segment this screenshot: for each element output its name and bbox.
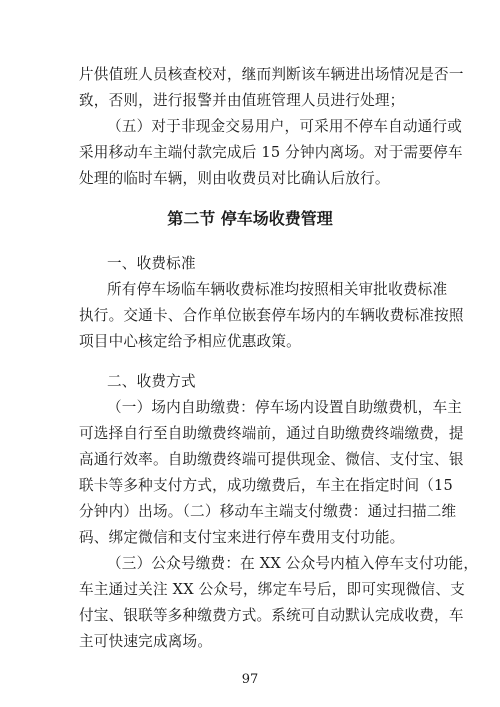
page-number: 97 (241, 672, 259, 687)
paragraph-line: 片供值班人员核查校对，继而判断该车辆进出场情况是否一 (79, 66, 464, 83)
paragraph-line: 高通行效率。自助缴费终端可提供现金、微信、支付宝、银 (79, 451, 464, 468)
paragraph-line: 项目中心核定给予相应优惠政策。 (79, 333, 301, 350)
section-heading: 第二节 停车场收费管理 (167, 209, 333, 228)
paragraph-line: （三）公众号缴费：在 XX 公众号内植入停车支付功能， (107, 555, 479, 572)
paragraph-line: 采用移动车主端付款完成后 15 分钟内离场。对于需要停车 (79, 144, 463, 161)
paragraph-line: 码、绑定微信和支付宝来进行停车费用支付功能。 (79, 529, 405, 546)
paragraph-line: 致，否则，进行报警并由值班管理人员进行处理； (79, 92, 405, 109)
subsection-heading: 一、收费标准 (107, 255, 196, 272)
paragraph-line: 处理的临时车辆，则由收费员对比确认后放行。 (79, 170, 390, 187)
paragraph-line: 车主通过关注 XX 公众号，绑定车号后，即可实现微信、支 (79, 581, 465, 598)
paragraph-line: 可选择自行至自助缴费终端前，通过自助缴费终端缴费，提 (79, 425, 464, 442)
paragraph-line: 所有停车场临车辆收费标准均按照相关审批收费标准 (107, 281, 448, 298)
paragraph-line: （五）对于非现金交易用户，可采用不停车自动通行或 (107, 118, 463, 135)
paragraph-line: 分钟内）出场。（二）移动车主端支付缴费：通过扫描二维 (79, 503, 457, 520)
paragraph-line: 付宝、银联等多种缴费方式。系统可自动默认完成收费，车 (79, 607, 464, 624)
paragraph-line: 执行。交通卡、合作单位嵌套停车场内的车辆收费标准按照 (79, 307, 464, 324)
subsection-heading: 二、收费方式 (107, 373, 196, 390)
paragraph-line: 主可快速完成离场。 (79, 633, 213, 650)
paragraph-line: （一）场内自助缴费：停车场内设置自助缴费机，车主 (107, 399, 463, 416)
paragraph-line: 联卡等多种支付方式，成功缴费后，车主在指定时间（15 (79, 477, 454, 494)
